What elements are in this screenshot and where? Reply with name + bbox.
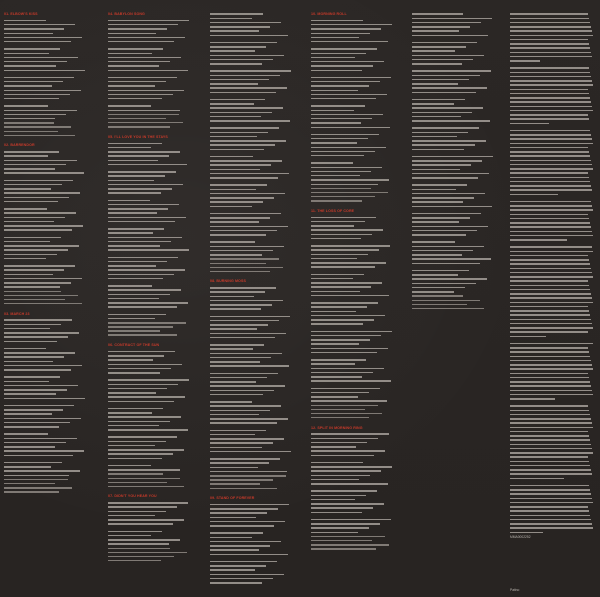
credit-line (210, 486, 300, 490)
credit-line (4, 301, 94, 305)
lyric-line (210, 33, 300, 37)
lyric-line (311, 482, 401, 486)
song-block (4, 12, 94, 137)
lyric-line (108, 248, 198, 252)
credit-line (210, 269, 300, 273)
song-block (4, 143, 94, 305)
liner-note-paragraph (510, 66, 596, 126)
lyric-line (311, 40, 401, 44)
song-title: 11. THE LOSS OF CORE (311, 208, 355, 213)
song-title: 08. BURNING MOSS (210, 279, 246, 284)
song-title: 04. BABYLON SONG (108, 12, 145, 16)
liner-note-paragraph (510, 484, 596, 535)
liner-note-line (510, 70, 596, 74)
liner-note-line (510, 397, 596, 401)
lyric-line (311, 293, 401, 297)
lyric-line (412, 119, 502, 123)
label-name: Patino (510, 588, 520, 592)
song-title: 07. DIDN'T YOU HEAR YOU (108, 494, 157, 499)
liner-note-line (510, 121, 596, 125)
song-block (311, 209, 401, 420)
liner-note-paragraph (510, 200, 596, 243)
liner-note-line (510, 408, 596, 412)
liner-notes-column (510, 12, 596, 587)
song-block (311, 12, 401, 203)
lyrics-column-4 (311, 12, 401, 587)
credit-line (311, 415, 401, 419)
liner-note-line (510, 87, 596, 91)
liner-note-line (510, 388, 596, 392)
lyric-line (210, 119, 300, 123)
lyric-line (4, 396, 94, 400)
song-block (108, 494, 198, 562)
lyrics-column-3 (210, 12, 300, 587)
liner-note-line (510, 354, 596, 358)
credit-line (108, 484, 198, 488)
liner-note-line (510, 530, 596, 534)
song-block (108, 135, 198, 337)
lyric-line (210, 314, 300, 318)
lyric-line (210, 364, 300, 368)
catalog-number: MMA0002252 (510, 535, 531, 539)
song-block (210, 496, 300, 587)
liner-note-line (510, 238, 596, 242)
credit-line (311, 191, 401, 195)
song-block (108, 343, 198, 488)
song-block (311, 426, 401, 551)
liner-note-line (510, 513, 596, 517)
liner-note-line (510, 317, 596, 321)
song-block (108, 12, 198, 129)
song-title: 12. SPLIT IN MORNING RING (311, 425, 363, 430)
lyric-line (210, 224, 300, 228)
lyrics-column-1 (4, 12, 94, 587)
lyric-line (210, 552, 300, 556)
liner-note-line (510, 459, 596, 463)
lyrics-column-5 (412, 12, 502, 587)
lyric-line (311, 125, 401, 129)
lyric-line (108, 162, 198, 166)
credit-line (311, 199, 401, 203)
song-title: 01. ELBOW'S KISS (4, 12, 38, 16)
credit-line (412, 306, 502, 310)
liner-note-line (510, 442, 596, 446)
liner-note-line (510, 50, 596, 54)
liner-note-line (510, 59, 596, 63)
liner-note-line (510, 16, 596, 20)
credit-line (108, 559, 198, 563)
song-title: 09. STAND OF FOREVER (210, 496, 255, 501)
liner-note-line (510, 334, 596, 338)
song-title: 02. BARRENDOR (4, 143, 35, 148)
liner-note-paragraph (510, 129, 596, 197)
lyric-line (108, 428, 198, 432)
liner-note-line (510, 476, 596, 480)
liner-note-line (510, 249, 596, 253)
song-block (210, 279, 300, 490)
song-title: 06. CONTRACT OF THE SUN (108, 343, 160, 348)
lyric-line (210, 450, 300, 454)
liner-note-line (510, 192, 596, 196)
credit-line (108, 125, 198, 129)
lyric-line (412, 16, 502, 20)
liner-note-line (510, 266, 596, 270)
liner-note-line (510, 371, 596, 375)
lyric-line (4, 68, 94, 72)
song-block (210, 12, 300, 273)
credit-line (4, 490, 94, 494)
lyric-line (4, 171, 94, 175)
liner-note-line (510, 496, 596, 500)
credit-line (4, 133, 94, 137)
liner-note-paragraph (510, 404, 596, 481)
liner-note-line (510, 425, 596, 429)
liner-note-line (510, 158, 596, 162)
song-title: 03. MARCH 23 (4, 311, 30, 316)
song-block (4, 312, 94, 494)
song-title: 05. I'LL LOVE YOU IN THE STAYS (108, 134, 168, 139)
lyric-line (311, 379, 401, 383)
liner-note-paragraph (510, 12, 596, 63)
liner-note-line (510, 212, 596, 216)
song-block (412, 12, 502, 310)
liner-note-line (510, 283, 596, 287)
liner-note-line (510, 229, 596, 233)
credit-line (108, 333, 198, 337)
lyric-line (108, 68, 198, 72)
song-title: 10. MORNING ROLL (311, 12, 347, 16)
liner-note-line (510, 175, 596, 179)
liner-note-paragraph (510, 245, 596, 339)
liner-note-paragraph (510, 342, 596, 402)
liner-note-line (510, 300, 596, 304)
liner-note-line (510, 141, 596, 145)
liner-note-line (510, 104, 596, 108)
lyrics-column-2 (108, 12, 198, 587)
lyric-line (412, 204, 502, 208)
liner-note-line (510, 33, 596, 37)
credit-line (311, 547, 401, 551)
